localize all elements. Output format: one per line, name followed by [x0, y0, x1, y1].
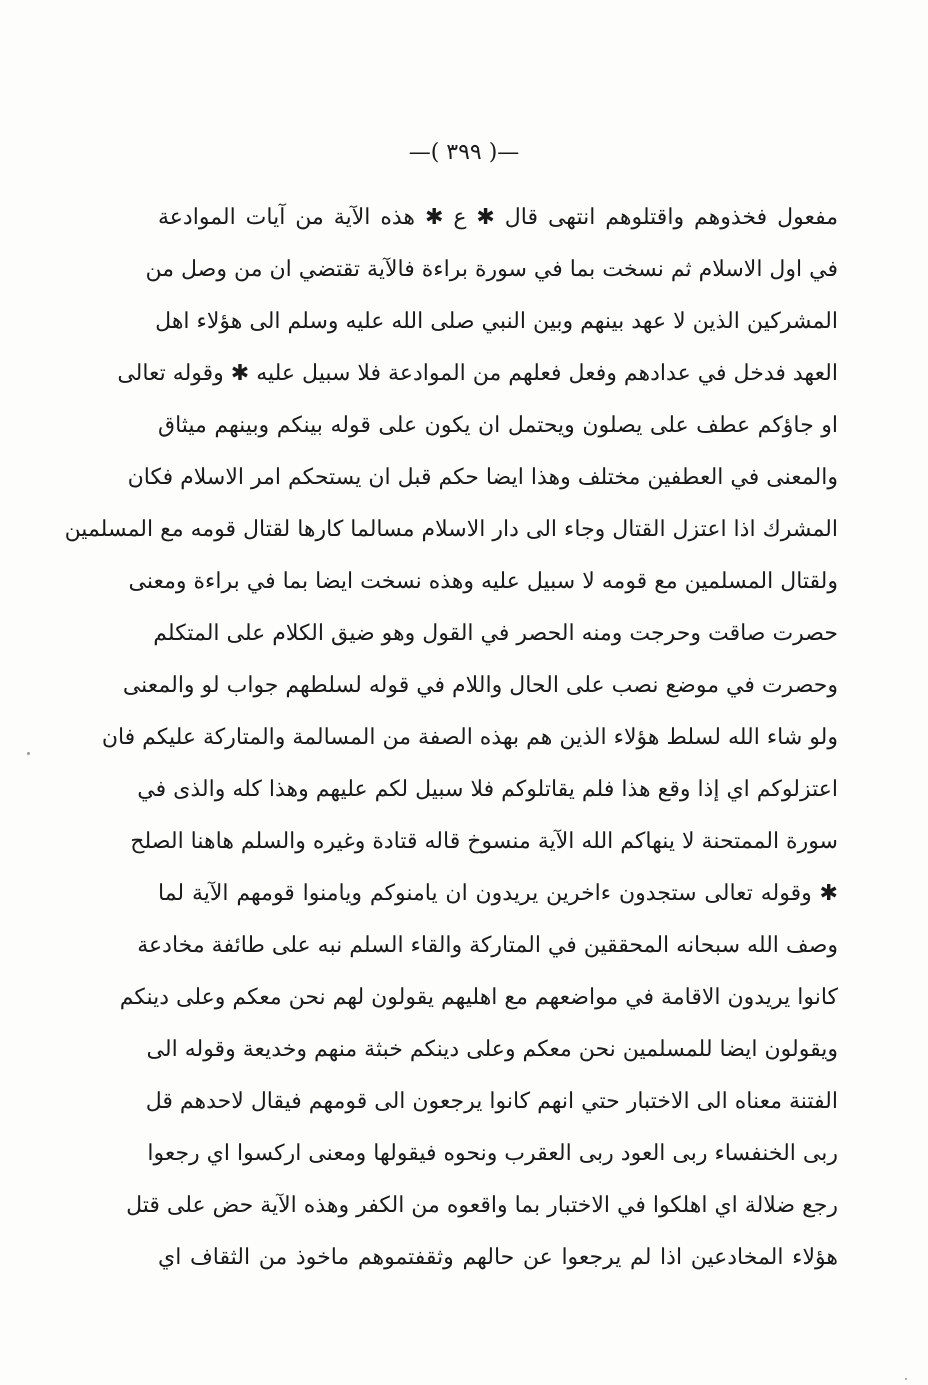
text-line: وحصرت في موضع نصب على الحال واللام في قوله لسلطهم جواب لو والمعنى — [122, 673, 838, 698]
text-line: ✱ وقوله تعالى ستجدون ءاخرين يريدون ان يامنوكم ويامنوا قومهم الآية لما — [158, 881, 838, 906]
text-line: والمعنى في العطفين مختلف وهذا ايضا حكم قبل ان يستحكم امر الاسلام فكان — [127, 465, 838, 490]
text-line: ولقتال المسلمين مع قومه لا سبيل عليه وهذه نسخت ايضا بما في براءة ومعنى — [128, 569, 838, 594]
text-line: المشرك اذا اعتزل القتال وجاء الى دار الاسلام مسالما كارها لقتال قومه مع المسلمين — [64, 517, 838, 542]
text-line: ولو شاء الله لسلط هؤلاء الذين هم بهذه الصفة من المسالمة والمتاركة عليكم فان — [101, 725, 838, 750]
text-line: حصرت صاقت وحرجت ومنه الحصر في القول وهو ضيق الكلام على المتكلم — [153, 621, 838, 646]
text-line: هؤلاء المخادعين اذا لم يرجعوا عن حالهم وثقفتموهم ماخوذ من الثقاف اي — [158, 1245, 838, 1270]
text-line: وصف الله سبحانه المحققين في المتاركة والقاء السلم نبه على طائفة مخادعة — [137, 933, 838, 958]
text-line: ويقولون ايضا للمسلمين نحن معكم وعلى دينكم خبثة منهم وخديعة وقوله الى — [146, 1037, 838, 1062]
text-line: المشركين الذين لا عهد بينهم وبين النبي صلى الله عليه وسلم الى هؤلاء اهل — [155, 309, 838, 334]
text-line: رجع ضلالة اي اهلكوا في الاختبار بما واقعوه من الكفر وهذه الآية حض على قتل — [126, 1193, 838, 1218]
paper-speck — [905, 1378, 907, 1380]
text-line: كانوا يريدون الاقامة في مواضعهم مع اهليهم يقولون لهم نحن معكم وعلى دينكم — [119, 985, 838, 1010]
text-line: او جاؤكم عطف على يصلون ويحتمل ان يكون على قوله بينكم وبينهم ميثاق — [158, 413, 838, 438]
text-line: مفعول فخذوهم واقتلوهم انتهى قال ✱ ع ✱ هذه الآية من آيات الموادعة — [158, 205, 838, 230]
text-line: الفتنة معناه الى الاختبار حتي انهم كانوا يرجعون الى قومهم فيقال لاحدهم قل — [145, 1089, 838, 1114]
text-line: في اول الاسلام ثم نسخت بما في سورة براءة فالآية تقتضي ان من وصل من — [145, 257, 838, 282]
paper-speck — [27, 752, 30, 755]
text-line: اعتزلوكم اي إذا وقع هذا فلم يقاتلوكم فلا سبيل لكم عليهم وهذا كله والذى في — [137, 777, 838, 802]
text-line: سورة الممتحنة لا ينهاكم الله الآية منسوخ قاله قتادة وغيره والسلم هاهنا الصلح — [130, 829, 838, 854]
page-number: —( ٣٩٩ )— — [408, 140, 520, 165]
text-line: ربى الخنفساء ربى العود ربى العقرب ونحوه فيقولها ومعنى اركسوا اي رجعوا — [147, 1141, 838, 1166]
text-line: العهد فدخل في عدادهم وفعل فعلهم من الموادعة فلا سبيل عليه ✱ وقوله تعالى — [117, 361, 838, 386]
body-text — [64, 192, 838, 1284]
